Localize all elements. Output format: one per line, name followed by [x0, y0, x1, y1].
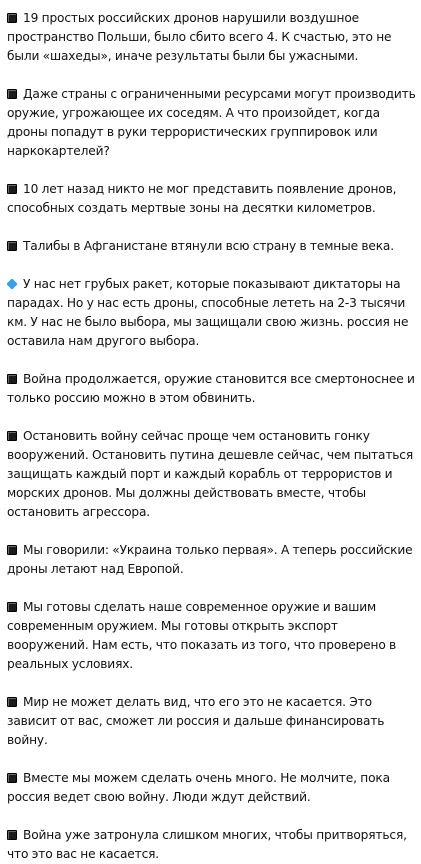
paragraph-8: [7, 541, 417, 579]
paragraph-1: [7, 9, 417, 66]
paragraph-6: [7, 370, 417, 408]
paragraph-text: 19 простых российских дронов нарушили воздушное пространство Польши, было сбито всего 4. К счастью, это не были «шахеды», иначе результаты были бы ужасными.: [7, 11, 392, 63]
black-square-icon: [7, 602, 17, 612]
paragraph-11: [7, 769, 417, 807]
blue-diamond-icon: [6, 278, 17, 289]
paragraph-text: Остановить войну сейчас проще чем остановить гонку вооружений. Остановить путина дешевле сейчас, чем пытаться защищать каждый порт и каждый корабль от террористов и морских дронов. Мы должны действовать вместе, чтобы остановить агрессора.: [7, 429, 414, 519]
black-square-icon: [7, 431, 17, 441]
paragraph-text: Война уже затронула слишком многих, чтобы притворяться, что это вас не касается.: [7, 828, 407, 861]
paragraph-text: Война продолжается, оружие становится все смертоноснее и только россию можно в этом обвинить.: [7, 372, 415, 405]
paragraph-5: [7, 275, 417, 351]
paragraph-text: Мы готовы сделать наше современное оружие и вашим современным оружием. Мы готовы открыть экспорт вооружений. Нам есть, что показать из того, что проверено в реальных условиях.: [7, 600, 397, 671]
paragraph-7: [7, 427, 417, 522]
paragraph-text: Даже страны с ограниченными ресурсами могут производить оружие, угрожающее их соседям. А что произойдет, когда дроны попадут в руки террористических группировок или наркокартелей?: [7, 87, 416, 158]
black-square-icon: [7, 241, 17, 251]
paragraph-text: Талибы в Афганистане втянули всю страну в темные века.: [23, 239, 394, 253]
black-square-icon: [7, 830, 17, 840]
paragraph-text: 10 лет назад никто не мог представить появление дронов, способных создать мертвые зоны на десятки километров.: [7, 182, 397, 215]
black-square-icon: [7, 13, 17, 23]
paragraph-3: [7, 180, 417, 218]
paragraph-4: [7, 237, 417, 256]
paragraph-text: Мир не может делать вид, что его это не касается. Это зависит от вас, сможет ли россия и дальше финансировать войну.: [7, 695, 385, 747]
black-square-icon: [7, 374, 17, 384]
black-square-icon: [7, 89, 17, 99]
paragraph-12: [7, 826, 417, 864]
paragraph-2: [7, 85, 417, 161]
black-square-icon: [7, 697, 17, 707]
black-square-icon: [7, 545, 17, 555]
paragraph-text: Вместе мы можем сделать очень много. Не молчите, пока россия ведет свою войну. Люди ждут действий.: [7, 771, 390, 804]
paragraph-text: Мы говорили: «Украина только первая». А теперь российские дроны летают над Европой.: [7, 543, 413, 576]
black-square-icon: [7, 773, 17, 783]
paragraph-9: [7, 598, 417, 674]
paragraph-text: У нас нет грубых ракет, которые показывают диктаторы на парадах. Но у нас есть дроны, способные лететь на 2-3 тысячи км. У нас не было выбора, мы защищали свою жизнь. россия не оставила нам другого выбора.: [7, 277, 409, 348]
black-square-icon: [7, 184, 17, 194]
paragraph-10: [7, 693, 417, 750]
